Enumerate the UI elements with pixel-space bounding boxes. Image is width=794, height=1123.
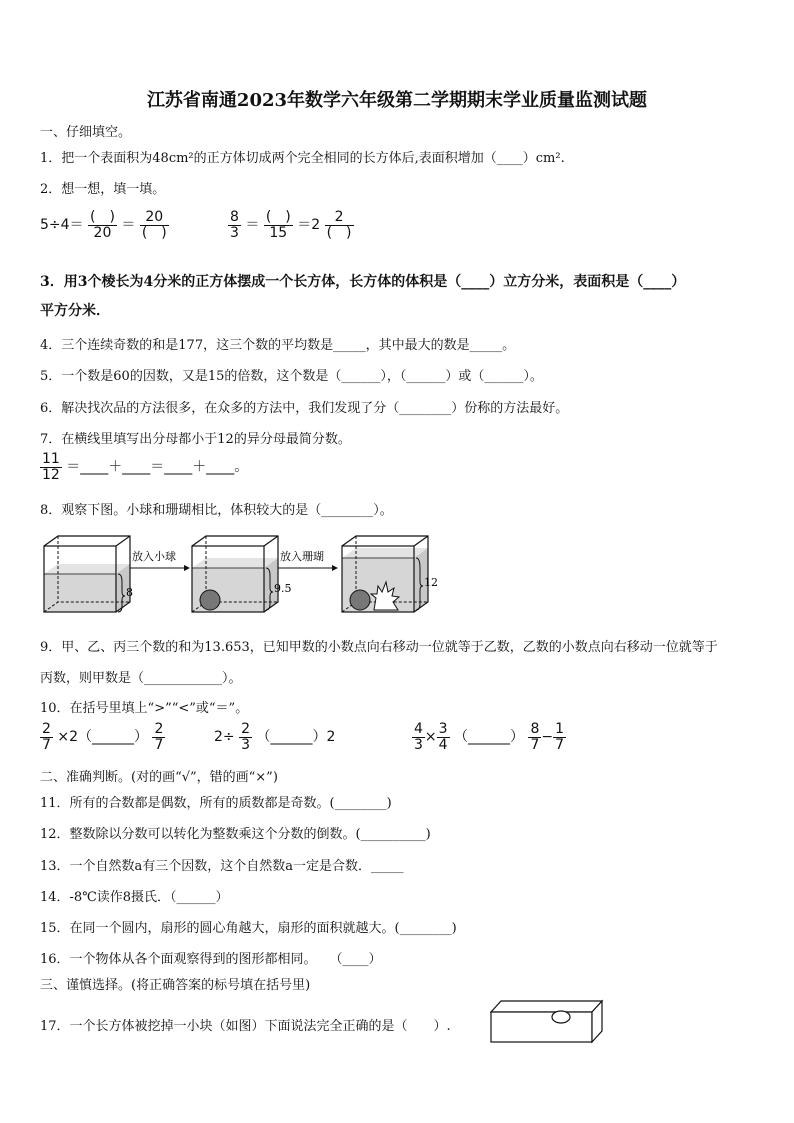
cuboid-figure bbox=[488, 998, 606, 1046]
expr-text: 2÷ bbox=[214, 729, 235, 746]
question-12: 12．整数除以分数可以转化为整数乘这个分数的倒数。(__________) bbox=[40, 827, 431, 842]
question-15: 15．在同一个圆内，扇形的圆心角越大，扇形的面积就越大。(________) bbox=[40, 921, 457, 936]
question-3-line-2: 平方分米． bbox=[40, 303, 110, 319]
question-7: 7．在横线里填写出分母都小于12的异分母最简分数。 bbox=[40, 432, 351, 447]
container-1 bbox=[44, 536, 133, 612]
question-8: 8．观察下图。小球和珊瑚相比，体积较大的是（________）。 bbox=[40, 503, 393, 518]
fraction: $\frac{1}{7}$ bbox=[555, 721, 565, 753]
mixed-number-whole: ＝2 bbox=[297, 217, 321, 234]
fraction: $\frac{4}{3}$ bbox=[414, 721, 423, 753]
question-6: 6．解决找次品的方法很多，在众多的方法中，我们发现了分（________）份称的方法最好。 bbox=[40, 401, 569, 416]
fraction: $\frac{2}{( )}$ bbox=[326, 209, 352, 241]
question-9-line-1: 9．甲、乙、丙三个数的和为13.653，已知甲数的小数点向右移动一位就等于乙数，乙数的小数点向右移动一位就等于 bbox=[40, 640, 718, 655]
question-10-expression-a bbox=[40, 722, 165, 752]
hole-ellipse bbox=[552, 1011, 570, 1023]
question-13: 13．一个自然数a有三个因数，这个自然数a一定是合数．_____ bbox=[40, 859, 404, 874]
question-5: 5．一个数是60的因数，又是15的倍数，这个数是（______），（______）或（______）。 bbox=[40, 369, 543, 384]
fraction: $\frac{8}{7}$ bbox=[530, 721, 540, 753]
fraction: $\frac{20}{( )}$ bbox=[141, 209, 167, 241]
expr-text: 5÷4＝ bbox=[40, 217, 84, 234]
question-16: 16．一个物体从各个面观察得到的图形都相同。 （____） bbox=[40, 952, 382, 967]
question-2: 2．想一想，填一填。 bbox=[40, 182, 166, 197]
question-4: 4．三个连续奇数的和是177，这三个数的平均数是_____，其中最大的数是_____。 bbox=[40, 338, 516, 353]
ball bbox=[350, 590, 370, 610]
times-sign: × bbox=[424, 729, 437, 746]
section-heading-2: 二、准确判断。(对的画“√”，错的画“×”) bbox=[40, 770, 278, 785]
fraction: $\frac{2}{7}$ bbox=[42, 721, 51, 753]
equals-sign: ＝ bbox=[121, 217, 136, 234]
fraction: $\frac{2}{7}$ bbox=[154, 721, 164, 753]
arrow-label-1: 放入小球 bbox=[132, 550, 176, 563]
question-7-expression bbox=[40, 452, 248, 482]
container-3 bbox=[342, 536, 438, 612]
section-heading-3: 三、谨慎选择。(将正确答案的标号填在括号里) bbox=[40, 978, 311, 993]
arrow-label-2: 放入珊瑚 bbox=[280, 550, 324, 563]
minus-sign: − bbox=[541, 729, 554, 746]
expr-text: ×2（______） bbox=[57, 729, 149, 746]
fraction: $\frac{2}{3}$ bbox=[241, 721, 251, 753]
ball bbox=[200, 590, 220, 610]
fraction: $\frac{11}{12}$ bbox=[42, 451, 60, 483]
fraction: $\frac{( )}{20}$ bbox=[90, 209, 115, 241]
question-10-expression-c bbox=[412, 722, 566, 752]
arrow-1 bbox=[130, 549, 190, 571]
question-2-expression-b bbox=[228, 210, 354, 240]
equals-sign: ＝ bbox=[245, 217, 260, 234]
arrow-2 bbox=[278, 549, 338, 571]
question-9-line-2: 丙数，则甲数是（____________）。 bbox=[40, 671, 242, 686]
fraction: $\frac{8}{3}$ bbox=[230, 209, 239, 241]
fraction: $\frac{( )}{15}$ bbox=[265, 209, 291, 241]
question-2-expression-a bbox=[40, 210, 169, 240]
question-10-expression-b bbox=[214, 722, 335, 752]
height-label-3: 12 bbox=[424, 576, 438, 589]
page-title: 江苏省南通2023年数学六年级第二学期期末学业质量监测试题 bbox=[146, 90, 648, 111]
expr-text: （______）2 bbox=[256, 729, 336, 746]
question-11: 11．所有的合数都是偶数，所有的质数都是奇数。(________) bbox=[40, 796, 392, 811]
fraction: $\frac{3}{4}$ bbox=[438, 721, 448, 753]
question-1: 1．把一个表面积为48cm²的正方体切成两个完全相同的长方体后,表面积增加（____）cm². bbox=[40, 151, 565, 166]
question-17: 17．一个长方体被挖掉一小块（如图）下面说法完全正确的是（ ）. bbox=[40, 1019, 451, 1034]
expr-text: （______） bbox=[454, 729, 525, 746]
containers-figure bbox=[40, 530, 440, 620]
question-14: 14．-8℃读作8摄氏．（______） bbox=[40, 890, 229, 905]
question-3-line-1: 3．用3个棱长为4分米的正方体摆成一个长方体，长方体的体积是（____）立方分米，表面积是（____） bbox=[40, 274, 686, 290]
container-2 bbox=[192, 536, 292, 612]
expr-text: ＝____＋____＝____＋____。 bbox=[66, 459, 249, 476]
height-label-1: 8 bbox=[126, 586, 133, 599]
height-label-2: 9.5 bbox=[274, 582, 292, 595]
question-10: 10．在括号里填上“>”“<”或“＝”。 bbox=[40, 701, 249, 716]
section-heading-1: 一、仔细填空。 bbox=[40, 125, 132, 140]
